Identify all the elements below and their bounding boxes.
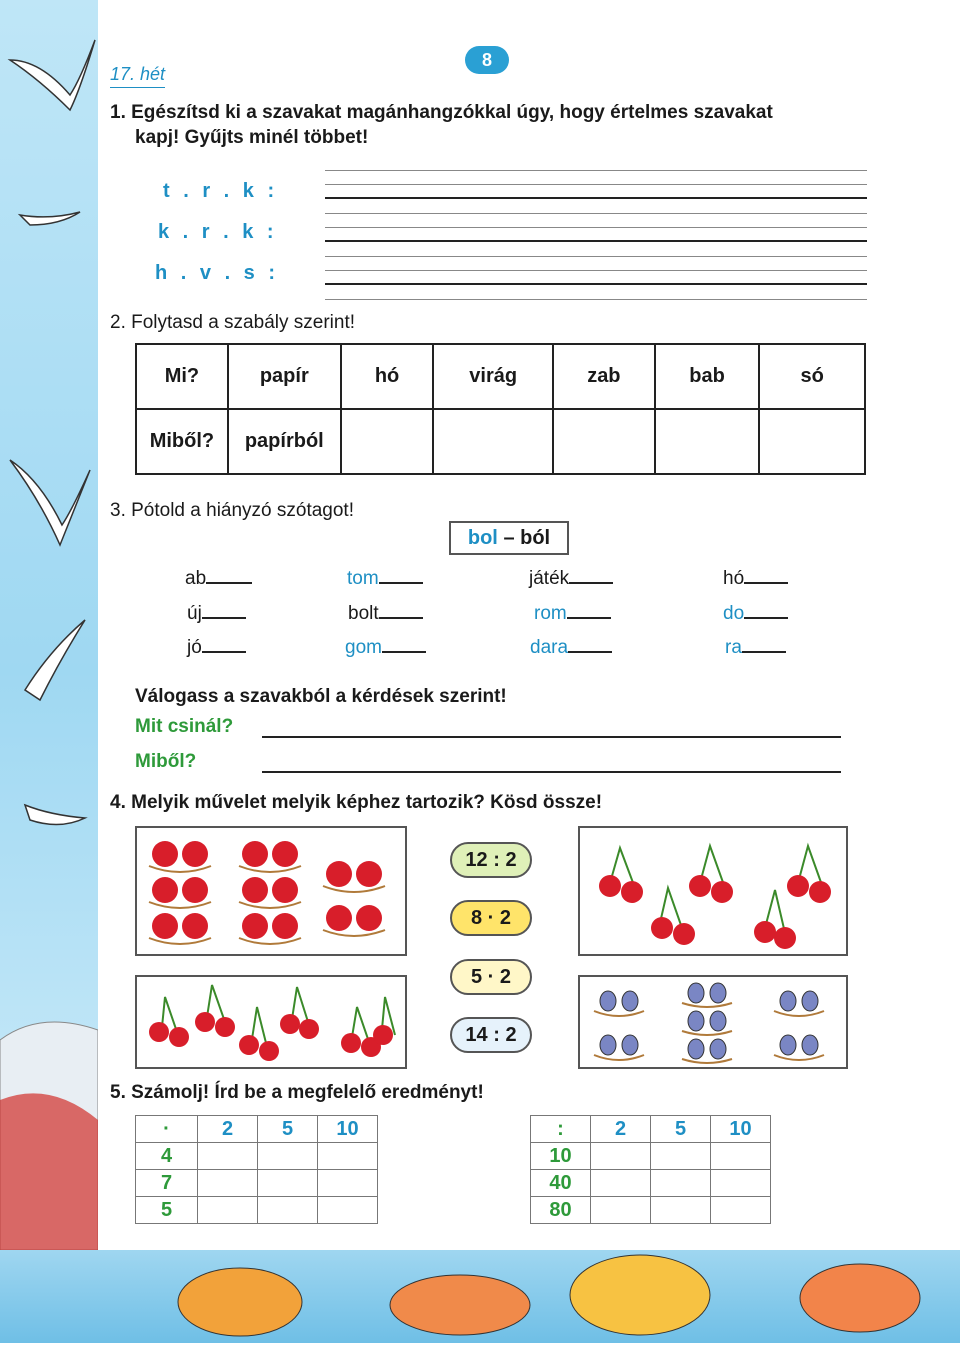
answer-cell[interactable] — [591, 1170, 651, 1197]
picture-apples-on-plates[interactable] — [135, 826, 407, 956]
question-mibol: Miből? — [135, 751, 197, 772]
answer-cell[interactable] — [258, 1197, 318, 1224]
answer-cell[interactable] — [711, 1197, 771, 1224]
picture-beans-on-plates[interactable] — [578, 975, 848, 1069]
multiplication-table — [135, 1115, 378, 1224]
cell-bab: bab — [655, 344, 760, 409]
answer-cell[interactable] — [433, 409, 553, 474]
word-uj[interactable]: új — [187, 603, 246, 625]
word-rom[interactable]: rom — [534, 603, 611, 625]
row-header: 10 — [531, 1143, 591, 1170]
operation-8-times-2[interactable]: 8 · 2 — [450, 900, 532, 936]
row-header: 7 — [136, 1170, 198, 1197]
cell-ho: hó — [341, 344, 434, 409]
task1-title-line2: kapj! Gyűjts minél többet! — [135, 127, 369, 148]
word-dara[interactable]: dara — [530, 637, 612, 659]
answer-cell[interactable] — [655, 409, 760, 474]
cell-virag: virág — [433, 344, 553, 409]
answer-cell[interactable] — [711, 1170, 771, 1197]
row-header: 5 — [136, 1197, 198, 1224]
operation-5-times-2[interactable]: 5 · 2 — [450, 959, 532, 995]
seagull-illustration-icon — [0, 0, 98, 1343]
word-gom[interactable]: gom — [345, 637, 426, 659]
word-ab[interactable]: ab — [185, 568, 252, 590]
picture-cherries-top[interactable] — [578, 826, 848, 956]
answer-cell[interactable] — [711, 1143, 771, 1170]
sort-title: Válogass a szavakból a kérdések szerint! — [135, 686, 507, 707]
word-bolt[interactable]: bolt — [348, 603, 423, 625]
beans-icon — [580, 977, 846, 1067]
col-header: 5 — [651, 1116, 711, 1143]
op-divide: : — [531, 1116, 591, 1143]
answer-cell[interactable] — [759, 409, 865, 474]
col-header: 10 — [318, 1116, 378, 1143]
apples-icon — [137, 828, 405, 954]
suffix-box — [449, 521, 569, 555]
row-header: 4 — [136, 1143, 198, 1170]
cell-so: só — [759, 344, 865, 409]
answer-cell[interactable] — [591, 1143, 651, 1170]
word-jo[interactable]: jó — [187, 637, 246, 659]
suffix-bol: bol — [467, 527, 498, 549]
answer-cell[interactable] — [258, 1170, 318, 1197]
col-header: 2 — [591, 1116, 651, 1143]
answer-line-1[interactable] — [262, 736, 841, 738]
decorative-sidebar — [0, 0, 98, 1343]
suffix-bol-long: ból — [520, 527, 551, 549]
cell-papir: papír — [228, 344, 341, 409]
word-tom[interactable]: tom — [347, 568, 423, 590]
cherries-icon — [137, 977, 405, 1067]
row-header: 40 — [531, 1170, 591, 1197]
answer-cell[interactable] — [318, 1143, 378, 1170]
fish-illustration-icon — [0, 1250, 960, 1343]
answer-line-2[interactable] — [262, 771, 841, 773]
task2-title: 2. Folytasd a szabály szerint! — [110, 312, 355, 333]
cell-mi: Mi? — [136, 344, 228, 409]
task5-title: 5. Számolj! Írd be a megfelelő eredményt! — [110, 1082, 484, 1103]
word-ho[interactable]: hó — [723, 568, 788, 590]
cell-papirbol: papírból — [228, 409, 341, 474]
pattern-2: k . r . k : — [158, 221, 278, 243]
task4-title: 4. Melyik művelet melyik képhez tartozik? Kösd össze! — [110, 792, 603, 813]
answer-cell[interactable] — [651, 1197, 711, 1224]
op-times: · — [136, 1116, 198, 1143]
word-do[interactable]: do — [723, 603, 788, 625]
answer-cell[interactable] — [318, 1170, 378, 1197]
rule-table — [135, 343, 866, 475]
operation-14-div-2[interactable]: 14 : 2 — [450, 1017, 532, 1053]
col-header: 2 — [198, 1116, 258, 1143]
pattern-3: h . v . s : — [155, 262, 280, 284]
picture-cherries-bottom[interactable] — [135, 975, 407, 1069]
page-number-badge: 8 — [465, 46, 509, 74]
answer-cell[interactable] — [198, 1197, 258, 1224]
division-table — [530, 1115, 771, 1224]
answer-cell[interactable] — [651, 1170, 711, 1197]
writing-lines[interactable] — [325, 170, 867, 300]
cell-zab: zab — [553, 344, 655, 409]
answer-cell[interactable] — [341, 409, 434, 474]
answer-cell[interactable] — [553, 409, 655, 474]
task3-title: 3. Pótold a hiányzó szótagot! — [110, 500, 354, 521]
cherries-icon — [580, 828, 846, 954]
answer-cell[interactable] — [591, 1197, 651, 1224]
answer-cell[interactable] — [198, 1170, 258, 1197]
pattern-1: t . r . k : — [163, 180, 279, 202]
question-mit-csinal: Mit csinál? — [135, 716, 234, 737]
decorative-fish-band — [0, 1250, 960, 1343]
answer-cell[interactable] — [198, 1143, 258, 1170]
word-ra[interactable]: ra — [725, 637, 786, 659]
week-label: 17. hét — [110, 64, 165, 88]
suffix-dash: – — [503, 527, 515, 549]
word-jatek[interactable]: játék — [529, 568, 613, 590]
task1-title-line1: 1. Egészítsd ki a szavakat magánhangzókkal úgy, hogy értelmes szavakat — [110, 102, 773, 123]
answer-cell[interactable] — [258, 1143, 318, 1170]
answer-cell[interactable] — [318, 1197, 378, 1224]
answer-cell[interactable] — [651, 1143, 711, 1170]
operation-12-div-2[interactable]: 12 : 2 — [450, 842, 532, 878]
col-header: 5 — [258, 1116, 318, 1143]
col-header: 10 — [711, 1116, 771, 1143]
row-header: 80 — [531, 1197, 591, 1224]
cell-mibol: Miből? — [136, 409, 228, 474]
